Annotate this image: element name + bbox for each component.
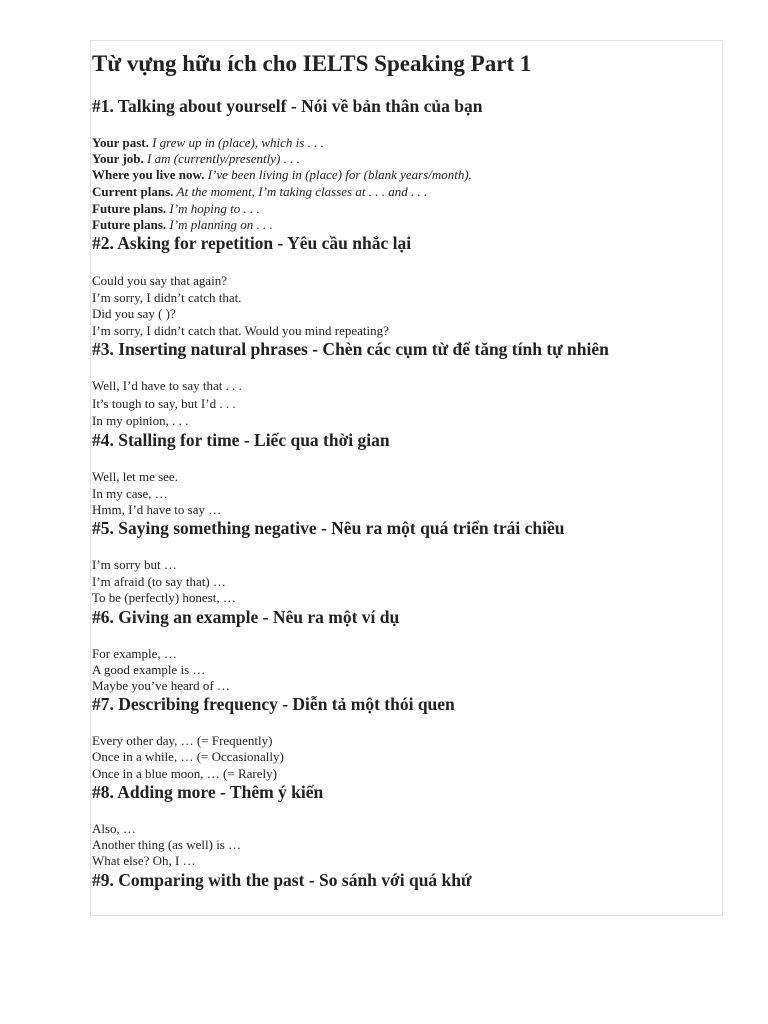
list-item: Current plans. At the moment, I’m taking classes at . . . and . . . bbox=[92, 184, 428, 199]
list-item: Could you say that again? bbox=[92, 273, 228, 288]
page-title: Từ vựng hữu ích cho IELTS Speaking Part 1 bbox=[92, 51, 532, 76]
list-item: A good example is … bbox=[92, 662, 206, 677]
list-item: Well, let me see. bbox=[92, 469, 178, 484]
section-heading-4: #4. Stalling for time - Liếc qua thời gian bbox=[92, 430, 390, 450]
list-item: To be (perfectly) honest, … bbox=[92, 590, 236, 605]
list-item: Where you live now. I’ve been living in (place) for (blank years/month). bbox=[92, 167, 472, 182]
list-item: Every other day, … (= Frequently) bbox=[92, 733, 273, 748]
list-item: Your job. I am (currently/presently) . . . bbox=[92, 151, 300, 166]
section-heading-8: #8. Adding more - Thêm ý kiến bbox=[92, 782, 324, 802]
list-item: Your past. I grew up in (place), which is . . . bbox=[92, 135, 324, 150]
section-heading-1: #1. Talking about yourself - Nói về bản thân của bạn bbox=[92, 96, 483, 116]
list-item: I’m sorry, I didn’t catch that. bbox=[92, 290, 242, 305]
list-item: Maybe you’ve heard of … bbox=[92, 678, 230, 693]
section-heading-3: #3. Inserting natural phrases - Chèn các cụm từ để tăng tính tự nhiên bbox=[92, 339, 609, 359]
list-item: For example, … bbox=[92, 646, 177, 661]
section-heading-9: #9. Comparing with the past - So sánh với quá khứ bbox=[92, 870, 472, 890]
list-item: In my case, … bbox=[92, 486, 168, 501]
list-item: I’m afraid (to say that) … bbox=[92, 574, 226, 589]
list-item: I’m sorry but … bbox=[92, 557, 177, 572]
section-heading-6: #6. Giving an example - Nêu ra một ví dụ bbox=[92, 607, 400, 627]
list-item: Also, … bbox=[92, 821, 137, 836]
section-heading-2: #2. Asking for repetition - Yêu cầu nhắc lại bbox=[92, 233, 412, 253]
list-item: Future plans. I’m planning on . . . bbox=[92, 217, 273, 232]
list-item: I’m sorry, I didn’t catch that. Would you mind repeating? bbox=[92, 323, 389, 338]
list-item: Another thing (as well) is … bbox=[92, 837, 242, 852]
list-item: Once in a blue moon, … (= Rarely) bbox=[92, 766, 277, 781]
list-item: It’s tough to say, but I’d . . . bbox=[92, 396, 236, 411]
list-item: Once in a while, … (= Occasionally) bbox=[92, 749, 284, 764]
section-heading-7: #7. Describing frequency - Diễn tả một thói quen bbox=[92, 694, 455, 714]
list-item: Did you say ( )? bbox=[92, 306, 176, 321]
list-item: Future plans. I’m hoping to . . . bbox=[92, 201, 260, 216]
list-item: Hmm, I’d have to say … bbox=[92, 502, 222, 517]
list-item: What else? Oh, I … bbox=[92, 853, 196, 868]
section-heading-5: #5. Saying something negative - Nêu ra một quá triển trái chiều bbox=[92, 518, 565, 538]
list-item: Well, I’d have to say that . . . bbox=[92, 378, 242, 393]
list-item: In my opinion, . . . bbox=[92, 413, 189, 428]
document-page bbox=[90, 40, 723, 916]
